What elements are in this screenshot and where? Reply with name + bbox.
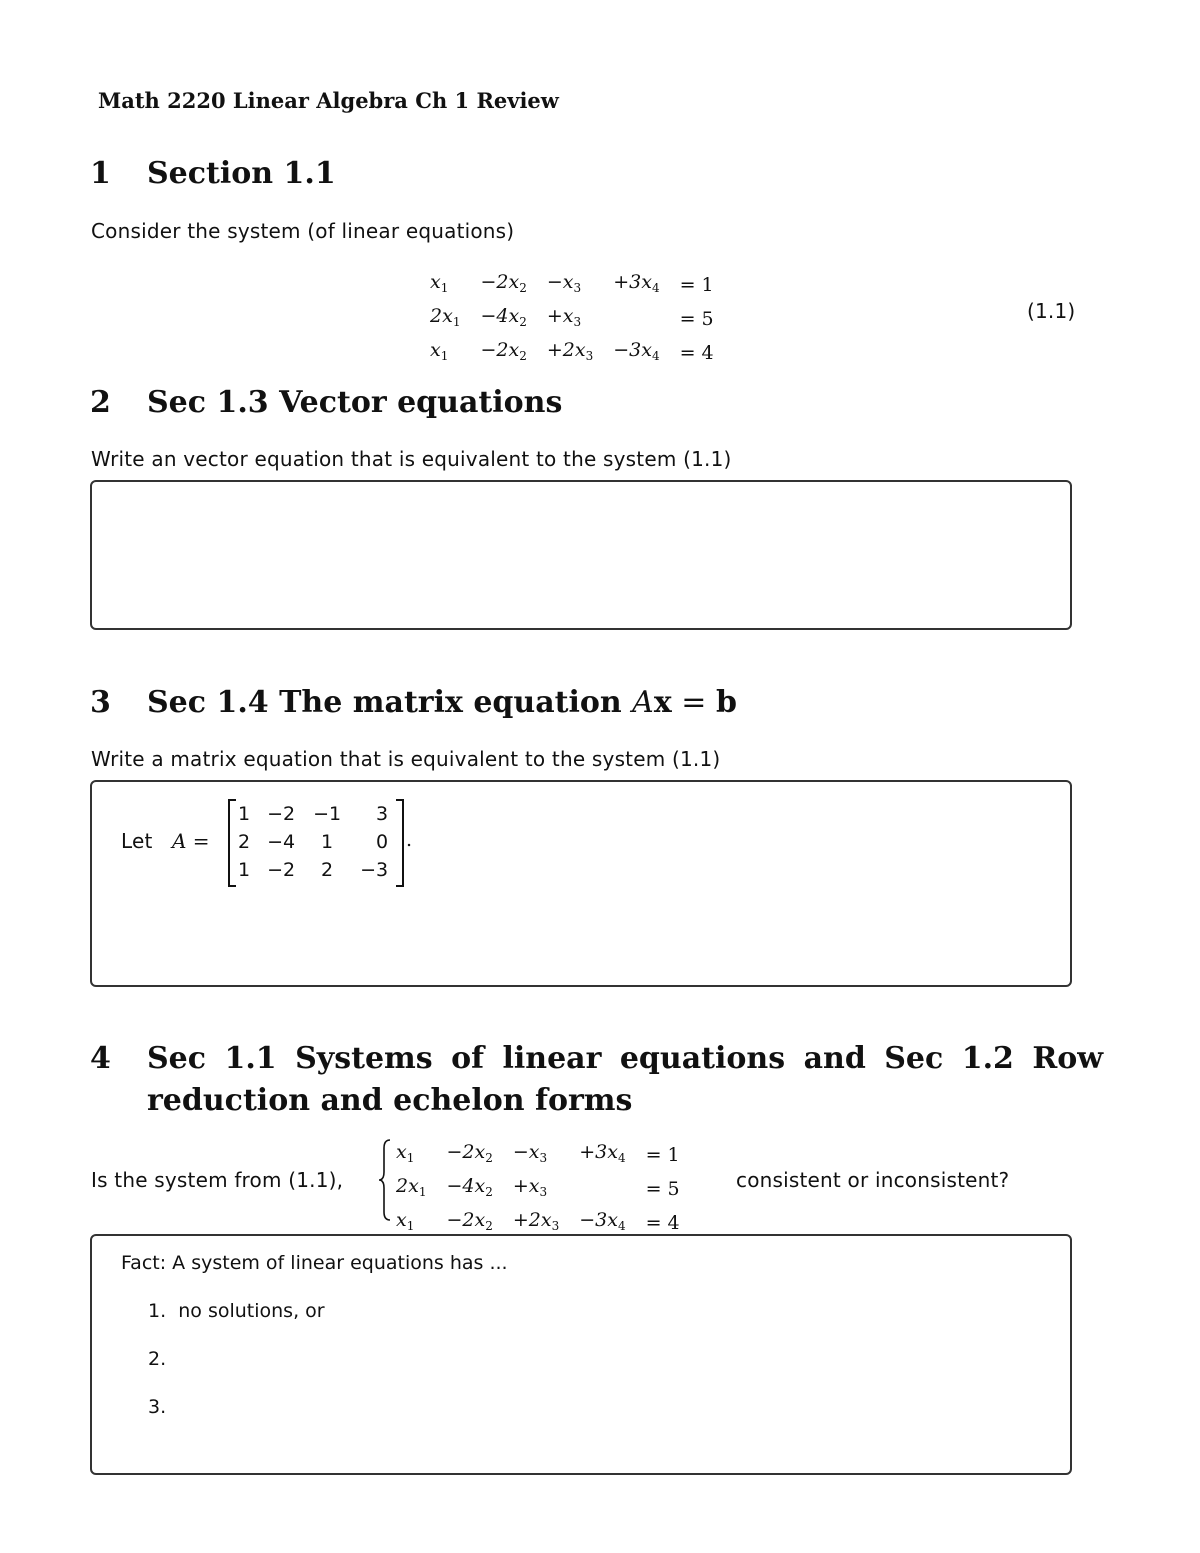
matrix-equation-answer-box — [90, 780, 1072, 987]
section-4-question-prefix: Is the system from (1.1), — [91, 1168, 344, 1192]
equation-row: $x_1$ $-2x_2$ $-x_3$ $+3x_4$ = 1 — [430, 271, 714, 296]
section-2-prompt: Write an vector equation that is equivalent to the system (1.1) — [91, 447, 732, 471]
equation-row: $x_1$ $-2x_2$ $+2x_3$ $-3x_4$ = 4 — [396, 1209, 680, 1234]
right-bracket — [396, 799, 404, 887]
matrix-row: 2 −4 1 0 — [238, 831, 389, 853]
equation-row: $2x_1$ $-4x_2$ $+x_3$ = 5 — [396, 1175, 680, 1200]
equation-row: $x_1$ $-2x_2$ $+2x_3$ $-3x_4$ = 4 — [430, 339, 714, 364]
list-item: 1. no solutions, or — [148, 1300, 325, 1322]
equation-label: (1.1) — [1027, 299, 1076, 323]
matrix-name: A = — [172, 829, 210, 853]
matrix-row: 1 −2 −1 3 — [238, 803, 389, 825]
consistency-answer-box — [90, 1234, 1072, 1475]
section-1-intro: Consider the system (of linear equations) — [91, 219, 515, 243]
fact-statement: Fact: A system of linear equations has ... — [121, 1252, 508, 1274]
document-title: Math 2220 Linear Algebra Ch 1 Review — [98, 88, 559, 113]
section-4-title-line1: Sec 1.1 Systems of linear equations and Sec 1.2 Row — [147, 1041, 1104, 1076]
matrix-A — [230, 800, 396, 884]
equation-table-repeat — [386, 1138, 690, 1240]
section-2-title: Sec 1.3 Vector equations — [147, 385, 563, 420]
section-3-prompt: Write a matrix equation that is equivalent to the system (1.1) — [91, 747, 721, 771]
let-label: Let — [121, 829, 153, 853]
equation-table — [420, 268, 724, 370]
section-4-question-suffix: consistent or inconsistent? — [736, 1168, 1010, 1192]
linear-system-repeat — [386, 1138, 690, 1240]
vector-equation-answer-box — [90, 480, 1072, 630]
matrix-row: 1 −2 2 −3 — [238, 859, 389, 881]
section-3-title: Sec 1.4 The matrix equation Ax = b — [147, 685, 737, 720]
section-4-number: 4 — [90, 1041, 111, 1076]
section-1-number: 1 — [90, 156, 111, 191]
list-item: 2. — [148, 1348, 167, 1370]
equation-row: $x_1$ $-2x_2$ $-x_3$ $+3x_4$ = 1 — [396, 1141, 680, 1166]
section-1-title: Section 1.1 — [147, 156, 336, 191]
section-4-title-line2: reduction and echelon forms — [147, 1083, 633, 1118]
section-2-number: 2 — [90, 385, 111, 420]
matrix-table — [230, 800, 396, 884]
linear-system — [420, 268, 724, 370]
matrix-period: . — [406, 829, 413, 851]
equation-row: $2x_1$ $-4x_2$ $+x_3$ = 5 — [430, 305, 714, 330]
list-item: 3. — [148, 1396, 167, 1418]
section-3-number: 3 — [90, 685, 111, 720]
